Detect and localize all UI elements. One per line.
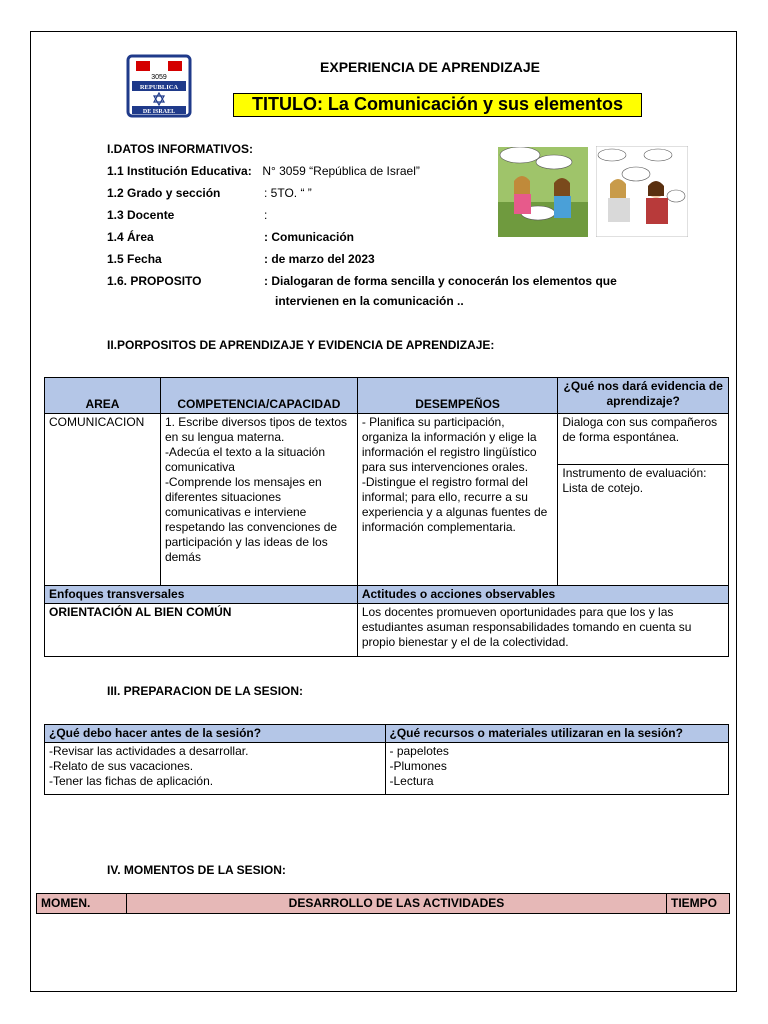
enfoques-label: Enfoques transversales: [45, 586, 358, 604]
desempenos-cell: - Planifica su participación, organiza la información y elige la información el registro lingüístico para sus intervenciones orales. -Distingue el registro formal del informal; para ello, recurre a su experiencia y a algunas fuentes de información complementaria.: [357, 414, 558, 586]
enfoque-cell: ORIENTACIÓN AL BIEN COMÚN: [45, 604, 358, 657]
header-area: AREA: [45, 378, 161, 414]
area-value: : Comunicación: [264, 230, 355, 244]
purpose-label: 1.6. PROPOSITO: [107, 274, 202, 288]
logo-line1: REPUBLICA: [139, 84, 179, 91]
list-item: -Tener las fichas de aplicación.: [49, 774, 214, 788]
competencia-cell: 1. Escribe diversos tipos de textos en su lengua materna. -Adecúa el texto a la situación comunicativa -Comprende los mensajes en diferentes situaciones comunicativas e interviene respetando las convenciones de participación y las ideas de los demás: [160, 414, 357, 586]
header-competencia: COMPETENCIA/CAPACIDAD: [160, 378, 357, 414]
list-item: -Relato de sus vacaciones.: [49, 759, 194, 773]
grade-label: 1.2 Grado y sección: [107, 186, 221, 200]
section4-heading: IV. MOMENTOS DE LA SESION:: [107, 863, 286, 877]
actitud-cell: Los docentes promueven oportunidades para que los y las estudiantes asuman responsabilidades tomando en cuenta su propio bienestar y el de la colectividad.: [357, 604, 728, 657]
resources-header: ¿Qué recursos o materiales utilizaran en la sesión?: [385, 725, 729, 743]
header-desempenos: DESEMPEÑOS: [357, 378, 558, 414]
institution-value: N° 3059 “República de Israel”: [259, 164, 420, 178]
teacher-label: 1.3 Docente: [107, 208, 175, 222]
date-value: : de marzo del 2023: [264, 252, 375, 266]
experience-heading: EXPERIENCIA DE APRENDIZAJE: [320, 59, 540, 75]
date-label: 1.5 Fecha: [107, 252, 162, 266]
evidencia-cell: Dialoga con sus compañeros de forma espontánea.: [558, 414, 729, 465]
section2-heading: II.PORPOSITOS DE APRENDIZAJE Y EVIDENCIA DE APRENDIZAJE:: [107, 338, 495, 352]
section1-heading: I.DATOS INFORMATIVOS:: [107, 142, 253, 156]
instrumento-cell: Instrumento de evaluación: Lista de cotejo.: [558, 465, 729, 586]
before-session-list: [45, 743, 386, 795]
section3-heading: III. PREPARACION DE LA SESION:: [107, 684, 304, 698]
actitudes-label: Actitudes o acciones observables: [357, 586, 728, 604]
session-moments-table: [36, 893, 730, 914]
purpose-value: : Dialogaran de forma sencilla y conocerán los elementos que: [264, 274, 617, 288]
time-header: TIEMPO: [667, 894, 730, 914]
list-item: - papelotes: [389, 744, 449, 758]
resources-list: [385, 743, 729, 795]
area-cell: COMUNICACION: [45, 414, 161, 586]
preparation-table: [44, 724, 729, 795]
list-item: -Plumones: [389, 759, 447, 773]
header-evidencia: ¿Qué nos dará evidencia de aprendizaje?: [558, 378, 729, 414]
list-item: -Revisar las actividades a desarrollar.: [49, 744, 249, 758]
learning-purposes-table: [44, 377, 729, 657]
session-title: TITULO: La Comunicación y sus elementos: [233, 93, 642, 117]
institution-label: 1.1 Institución Educativa:: [107, 164, 252, 178]
activities-header: DESARROLLO DE LAS ACTIVIDADES: [126, 894, 666, 914]
logo-number: 3059: [151, 74, 167, 81]
before-session-header: ¿Qué debo hacer antes de la sesión?: [45, 725, 386, 743]
flag-left-icon: [136, 61, 150, 71]
moments-header: MOMEN.: [37, 894, 127, 914]
flag-right-icon: [168, 61, 182, 71]
teacher-value: :: [264, 208, 268, 222]
list-item: -Lectura: [389, 774, 434, 788]
informative-data: [107, 163, 667, 310]
purpose-line2: intervienen en la comunicación ..: [275, 294, 464, 308]
grade-value: : 5TO. “ ”: [264, 186, 312, 200]
area-label: 1.4 Área: [107, 230, 154, 244]
school-logo: [126, 54, 192, 118]
logo-line2: DE ISRAEL: [142, 109, 176, 115]
